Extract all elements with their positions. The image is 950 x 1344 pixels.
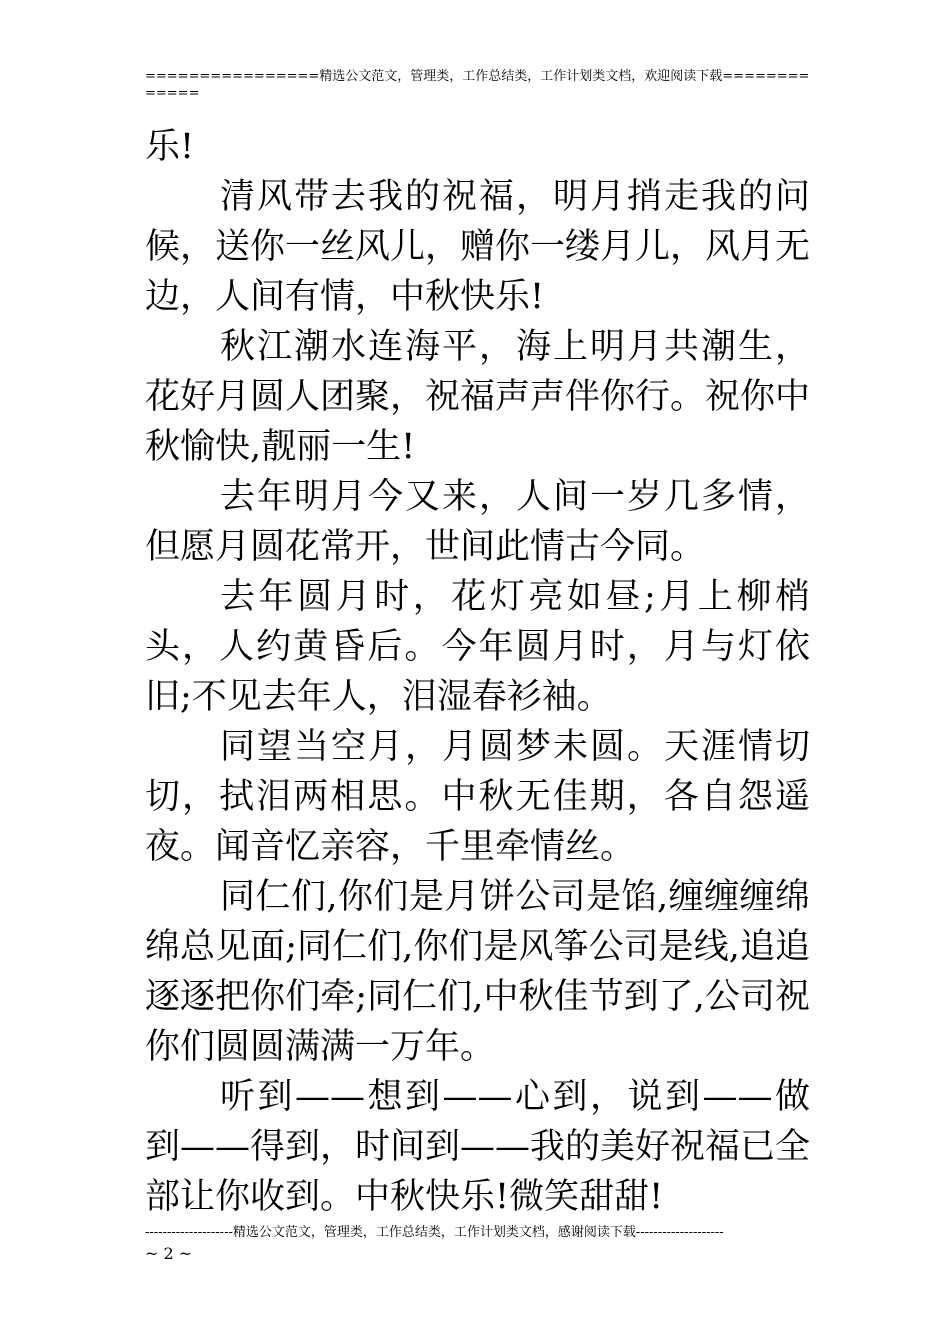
paragraph: 秋江潮水连海平，海上明月共潮生，花好月圆人团聚，祝福声声伴你行。祝你中秋愉快,靓丽一生! <box>145 327 811 467</box>
paragraph: 去年圆月时，花灯亮如昼;月上柳梢头，人约黄昏后。今年圆月时，月与灯依旧;不见去年人，泪湿春衫袖。 <box>145 577 810 717</box>
page-number: ~ 2 ~ <box>145 1244 193 1263</box>
paragraph: 去年明月今又来，人间一岁几多情，但愿月圆花常开，世间此情古今同。 <box>145 477 810 567</box>
paragraph: 乐! <box>145 127 195 167</box>
paragraph: 清风带去我的祝福，明月捎走我的问候，送你一丝风儿，赠你一缕月儿，风月无边，人间有情，中秋快乐! <box>145 177 811 317</box>
paragraph: 听到——想到——心到，说到——做到——得到，时间到——我的美好祝福已全部让你收到。中秋快乐!微笑甜甜! <box>145 1077 811 1217</box>
document-body <box>145 122 810 1222</box>
page-footer: --------------------精选公文范文，管理类，工作总结类，工作计划类文档，感谢阅读下载-------------------- <box>145 1225 724 1240</box>
paragraph: 同仁们,你们是月饼公司是馅,缠缠缠绵绵总见面;同仁们,你们是风筝公司是线,追追逐逐把你们牵;同仁们,中秋佳节到了,公司祝你们圆圆满满一万年。 <box>145 877 810 1067</box>
paragraph: 同望当空月，月圆梦未圆。天涯情切切，拭泪两相思。中秋无佳期，各自怨遥夜。闻音忆亲容，千里牵情丝。 <box>145 727 810 867</box>
page-header: ================精选公文范文，管理类，工作总结类，工作计划类文档，欢迎阅读下载============= <box>145 69 810 101</box>
